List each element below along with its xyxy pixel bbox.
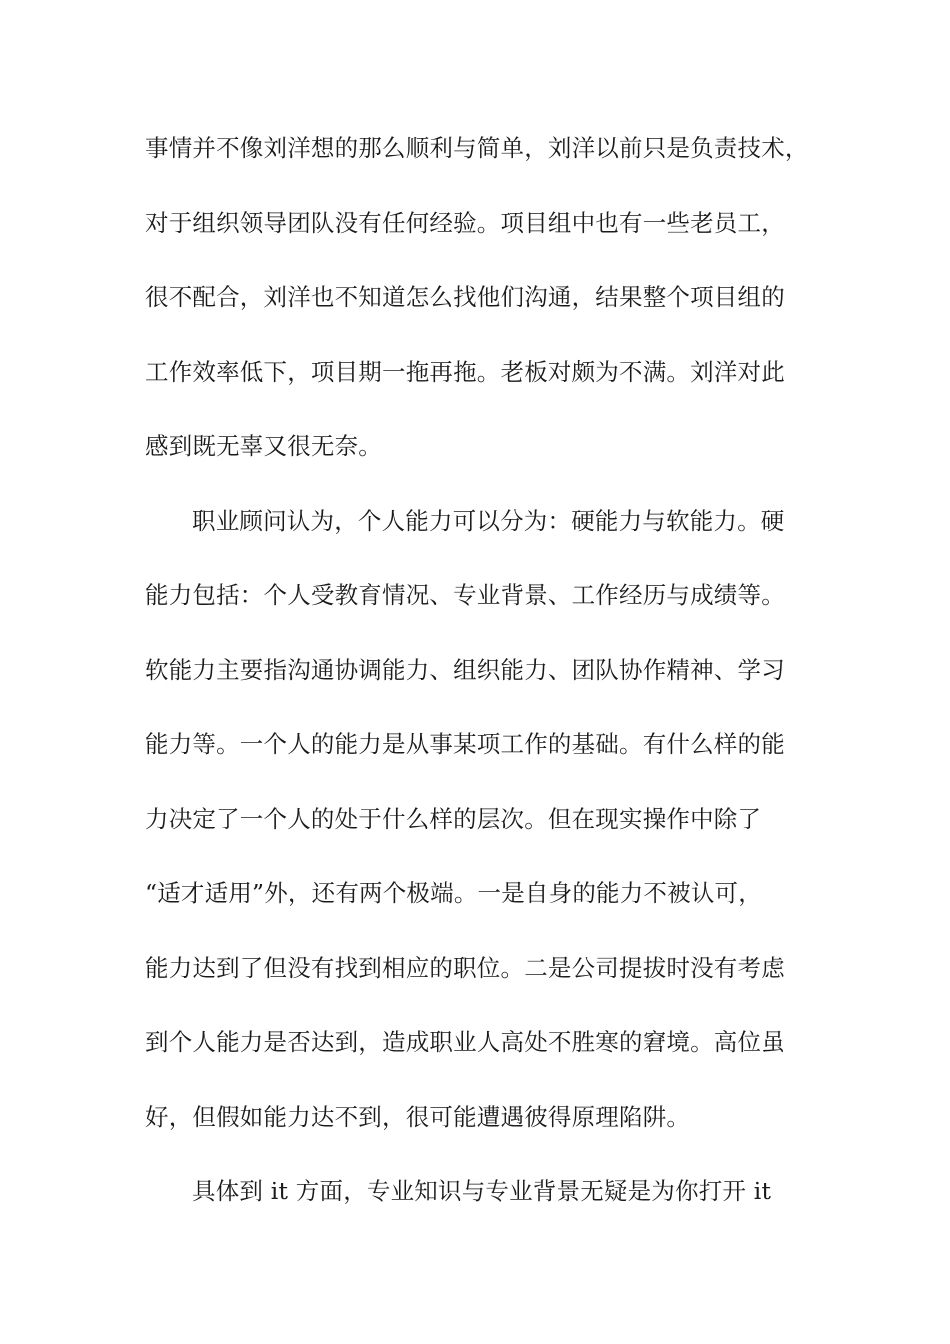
paragraph-1-line-5: 感到既无辜又很无奈。: [145, 432, 382, 460]
paragraph-2-line-7: 能力达到了但没有找到相应的职位。二是公司提拔时没有考虑: [145, 953, 785, 982]
paragraph-2-line-6: “适才适用”外，还有两个极端。一是自身的能力不被认可，: [145, 879, 762, 907]
paragraph-1-line-4: 工作效率低下，项目期一拖再拖。老板对颇为不满。刘洋对此: [145, 357, 785, 386]
paragraph-1-line-2: 对于组织领导团队没有任何经验。项目组中也有一些老员工，: [145, 208, 785, 237]
paragraph-1-line-3: 很不配合，刘洋也不知道怎么找他们沟通，结果整个项目组的: [145, 283, 785, 311]
paragraph-2-line-9: 好，但假如能力达不到，很可能遭遇彼得原理陷阱。: [145, 1102, 691, 1131]
paragraph-1-line-1: 事情并不像刘洋想的那么顺利与简单，刘洋以前只是负责技术，: [145, 134, 809, 162]
paragraph-2-line-2: 能力包括：个人受教育情况、专业背景、工作经历与成绩等。: [145, 581, 785, 609]
paragraph-3-line-1: 具体到 it 方面，专业知识与专业背景无疑是为你打开 it: [192, 1177, 772, 1205]
paragraph-2-line-5: 力决定了一个人的处于什么样的层次。但在现实操作中除了: [145, 804, 762, 833]
paragraph-2-line-1: 职业顾问认为，个人能力可以分为：硬能力与软能力。硬: [192, 506, 785, 535]
paragraph-2-line-4: 能力等。一个人的能力是从事某项工作的基础。有什么样的能: [145, 730, 785, 758]
paragraph-2-line-3: 软能力主要指沟通协调能力、组织能力、团队协作精神、学习: [145, 655, 785, 684]
paragraph-2-line-8: 到个人能力是否达到，造成职业人高处不胜寒的窘境。高位虽: [145, 1028, 785, 1056]
document-body: [145, 111, 810, 1229]
